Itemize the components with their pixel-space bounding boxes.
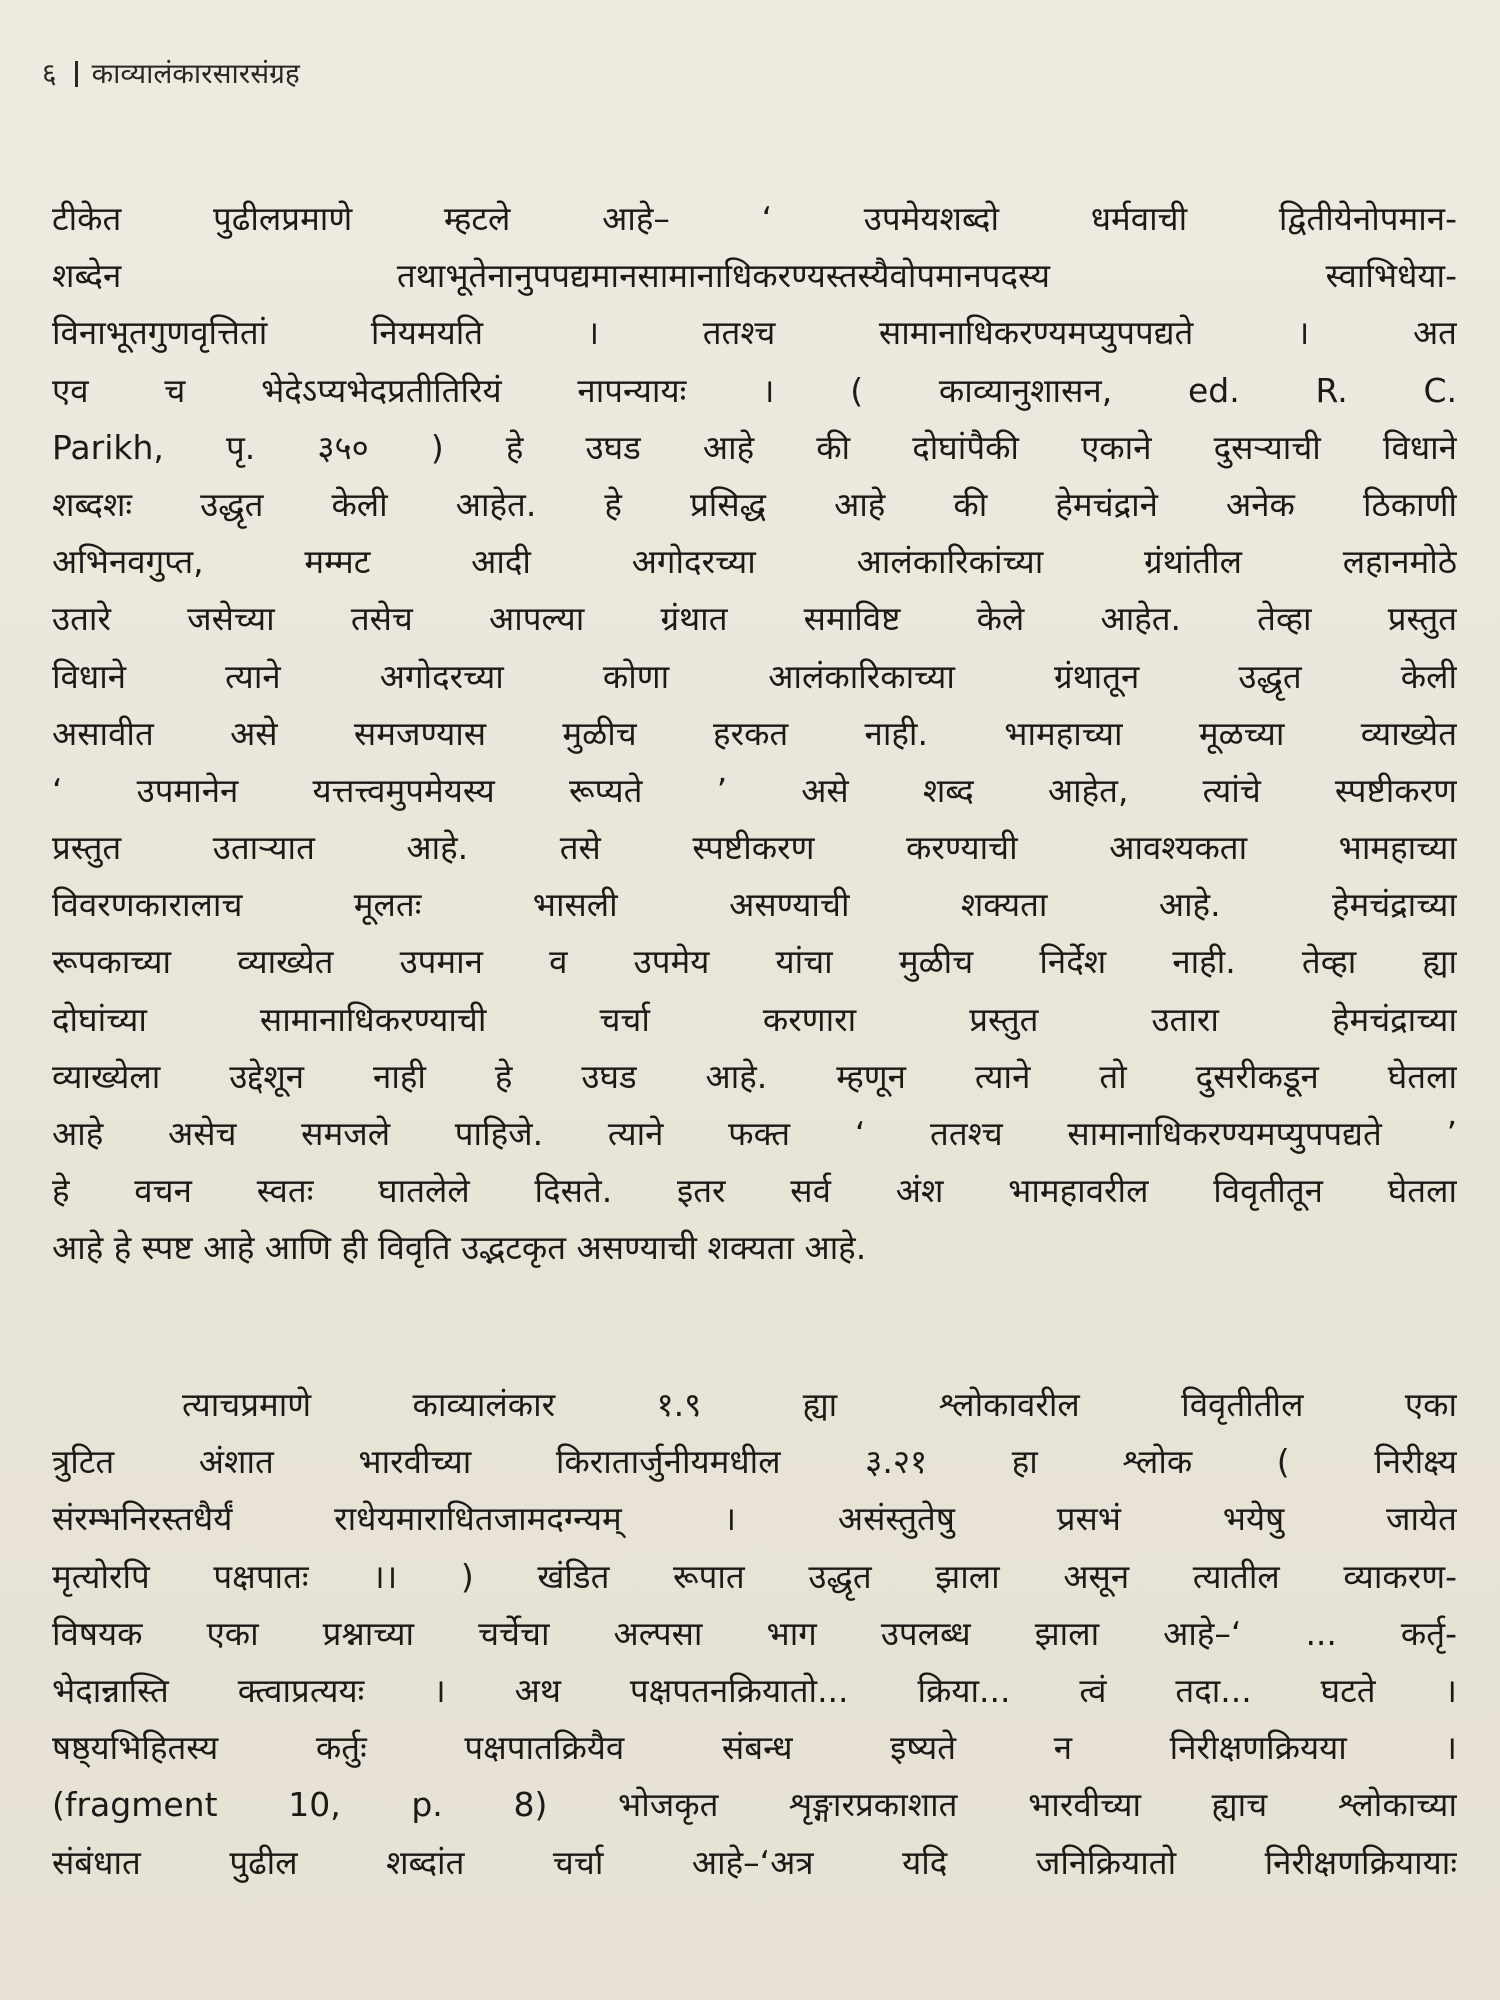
text-line: असावीत असे समजण्यास मुळीच हरकत नाही. भामहाच्या मूळच्या व्याख्येत bbox=[52, 713, 1457, 753]
text-line: मृत्योरपि पक्षपातः ।। ) खंडित रूपात उद्धृत झाला असून त्यातील व्याकरण- bbox=[52, 1556, 1457, 1596]
text-line: भेदान्नास्ति क्त्वाप्रत्ययः । अथ पक्षपतनक्रियातो... क्रिया... त्वं तदा... घटते । bbox=[52, 1670, 1457, 1710]
text-line: विधाने त्याने अगोदरच्या कोणा आलंकारिकाच्या ग्रंथातून उद्धृत केली bbox=[52, 656, 1457, 696]
text-line: विषयक एका प्रश्नाच्या चर्चेचा अल्पसा भाग उपलब्ध झाला आहे–‘ ... कर्तृ- bbox=[52, 1613, 1457, 1653]
text-line: आहे असेच समजले पाहिजे. त्याने फक्त ‘ ततश्च सामानाधिकरण्यमप्युपपद्यते ’ bbox=[52, 1114, 1457, 1153]
text-line: व्याख्येला उद्देशून नाही हे उघड आहे. म्हणून त्याने तो दुसरीकडून घेतला bbox=[52, 1056, 1457, 1096]
text-line: टीकेत पुढीलप्रमाणे म्हटले आहे– ‘ उपमेयशब्दो धर्मवाची द्वितीयेनोपमान- bbox=[52, 199, 1457, 238]
text-line: प्रस्तुत उताऱ्यात आहे. तसे स्पष्टीकरण करण्याची आवश्यकता भामहाच्या bbox=[52, 828, 1457, 868]
paragraph-2 bbox=[52, 1376, 1457, 1891]
text-line: आहे हे स्पष्ट आहे आणि ही विवृति उद्भटकृत असण्याची शक्यता आहे. bbox=[52, 1228, 867, 1268]
text-line: दोघांच्या सामानाधिकरण्याची चर्चा करणारा प्रस्तुत उतारा हेमचंद्राच्या bbox=[52, 999, 1457, 1039]
text-line: विवरणकारालाच मूलतः भासली असण्याची शक्यता आहे. हेमचंद्राच्या bbox=[52, 885, 1457, 925]
text-line: संरम्भनिरस्तधैर्यं राधेयमाराधितजामदग्न्यम् । असंस्तुतेषु प्रसभं भयेषु जायेत bbox=[52, 1499, 1457, 1539]
text-line: शब्दशः उद्धृत केली आहेत. हे प्रसिद्ध आहे की हेमचंद्राने अनेक ठिकाणी bbox=[52, 484, 1457, 524]
text-line: षष्ठ्यभिहितस्य कर्तुः पक्षपातक्रियैव संबन्ध इष्यते न निरीक्षणक्रियया । bbox=[52, 1728, 1457, 1768]
text-line: रूपकाच्या व्याख्येत उपमान व उपमेय यांचा मुळीच निर्देश नाही. तेव्हा ह्या bbox=[52, 942, 1457, 982]
paragraph-1 bbox=[52, 190, 1457, 1277]
text-line: संबंधात पुढील शब्दांत चर्चा आहे–‘अत्र यदि जनिक्रियातो निरीक्षणक्रियायाः bbox=[52, 1842, 1457, 1882]
text-line: हे वचन स्वतः घातलेले दिसते. इतर सर्व अंश भामहावरील विवृतीतून घेतला bbox=[52, 1171, 1457, 1211]
text-line: विनाभूतगुणवृत्तितां नियमयति । ततश्च सामानाधिकरण्यमप्युपपद्यते । अत bbox=[52, 313, 1457, 353]
text-line: त्याचप्रमाणे काव्यालंकार १.९ ह्या श्लोकावरील विवृतीतील एका bbox=[182, 1385, 1457, 1424]
running-header bbox=[42, 52, 300, 96]
page-number: ६ bbox=[42, 57, 57, 90]
text-line: त्रुटित अंशात भारवीच्या किरातार्जुनीयमधील ३.२१ हा श्लोक ( निरीक्ष्य bbox=[52, 1442, 1457, 1482]
text-line: एव च भेदेऽप्यभेदप्रतीतिरियं नापन्यायः । ( काव्यानुशासन, ed. R. C. bbox=[52, 370, 1457, 410]
text-line: शब्देन तथाभूतेनानुपपद्यमानसामानाधिकरण्यस्तस्यैवोपमानपदस्य स्वाभिधेया- bbox=[52, 256, 1457, 296]
text-line: ‘ उपमानेन यत्तत्त्वमुपमेयस्य रूप्यते ’ असे शब्द आहेत, त्यांचे स्पष्टीकरण bbox=[52, 770, 1457, 810]
book-title: काव्यालंकारसारसंग्रह bbox=[91, 57, 300, 90]
text-line: उतारे जसेच्या तसेच आपल्या ग्रंथात समाविष्ट केले आहेत. तेव्हा प्रस्तुत bbox=[52, 599, 1457, 639]
header-separator bbox=[75, 61, 78, 87]
text-line: (fragment 10, p. 8) भोजकृत शृङ्गारप्रकाशात भारवीच्या ह्याच श्लोकाच्या bbox=[52, 1785, 1457, 1825]
text-line: Parikh, पृ. ३५० ) हे उघड आहे की दोघांपैकी एकाने दुसऱ्याची विधाने bbox=[52, 427, 1457, 467]
text-line: अभिनवगुप्त, मम्मट आदी अगोदरच्या आलंकारिकांच्या ग्रंथांतील लहानमोठे bbox=[52, 542, 1457, 582]
